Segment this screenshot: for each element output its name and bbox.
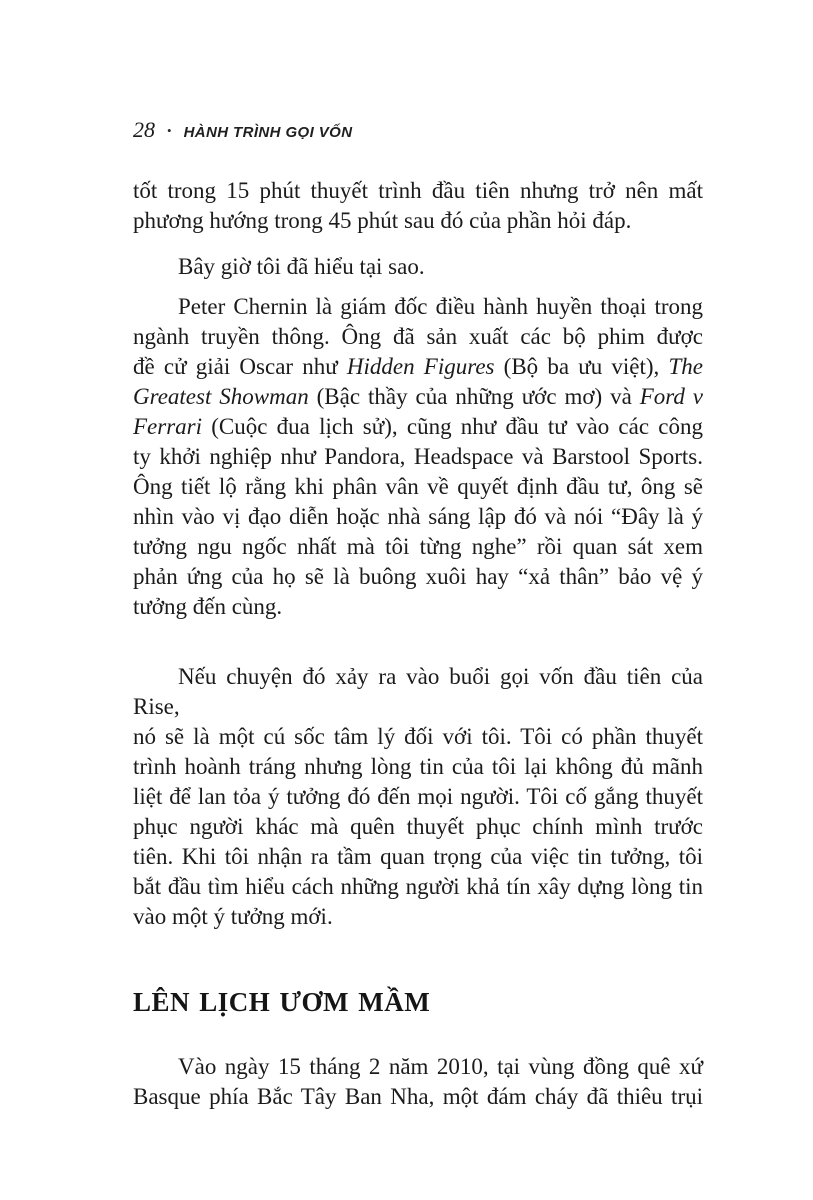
section-heading: LÊN LỊCH ƯƠM MẦM	[133, 987, 431, 1017]
text-line	[133, 872, 703, 902]
body-text: Basque phía Bắc Tây Ban Nha, một đám cháy đã thiêu trụi	[133, 1084, 703, 1109]
text-line	[133, 752, 703, 782]
text-line	[133, 532, 703, 562]
body-text: Ông tiết lộ rằng khi phân vân về quyết định đầu tư, ông sẽ	[133, 474, 703, 499]
italic-text: Ford v	[639, 384, 704, 409]
body-text: Nếu chuyện đó xảy ra vào buổi gọi vốn đầu tiên của Rise,	[133, 664, 703, 719]
body-text: phản ứng của họ sẽ là buông xuôi hay “xả thân” bảo vệ ý	[133, 564, 703, 589]
text-line	[133, 1052, 703, 1082]
body-text: trình hoành tráng nhưng lòng tin của tôi lại không đủ mãnh	[133, 754, 703, 779]
body-text: liệt để lan tỏa ý tưởng đó đến mọi người. Tôi cố gắng thuyết	[133, 784, 703, 809]
body-text: phương hướng trong 45 phút sau đó của phần hỏi đáp.	[133, 208, 632, 233]
text-line	[133, 252, 703, 282]
paragraph	[133, 292, 703, 622]
body-text: nhìn vào vị đạo diễn hoặc nhà sáng lập đó và nói “Đây là ý	[133, 504, 703, 529]
body-text: (Cuộc đua lịch sử), cũng như đầu tư vào các công	[202, 414, 703, 439]
body-text: tưởng ngu ngốc nhất mà tôi từng nghe” rồi quan sát xem	[133, 534, 703, 559]
text-line	[133, 442, 703, 472]
body-text: Vào ngày 15 tháng 2 năm 2010, tại vùng đồng quê xứ	[178, 1054, 703, 1079]
text-line	[133, 352, 703, 382]
paragraph	[133, 662, 703, 932]
text-line	[133, 662, 703, 722]
text-line	[133, 382, 703, 412]
italic-text: Ferrari	[133, 414, 202, 439]
text-line	[133, 472, 703, 502]
text-line	[133, 322, 703, 352]
book-title: HÀNH TRÌNH GỌI VỐN	[183, 124, 353, 141]
text-line	[133, 842, 703, 872]
body-text: (Bộ ba ưu việt),	[494, 354, 669, 379]
body-text: phục người khác mà quên thuyết phục chính mình trước	[133, 814, 703, 839]
bullet-separator-icon: •	[167, 123, 172, 138]
text-line	[133, 412, 703, 442]
text-line	[133, 592, 703, 622]
text-line	[133, 812, 703, 842]
body-text: Bây giờ tôi đã hiểu tại sao.	[178, 254, 425, 279]
text-line	[133, 176, 703, 206]
body-text: bắt đầu tìm hiểu cách những người khả tín xây dựng lòng tin	[133, 874, 703, 899]
body-text: vào một ý tưởng mới.	[133, 904, 333, 929]
body-text: tiên. Khi tôi nhận ra tầm quan trọng của việc tin tưởng, tôi	[133, 844, 703, 869]
paragraph	[133, 1052, 703, 1112]
body-text: đề cử giải Oscar như	[133, 354, 347, 379]
italic-text: The	[668, 354, 703, 379]
text-line	[133, 1082, 703, 1112]
text-line	[133, 502, 703, 532]
body-text: ty khởi nghiệp như Pandora, Headspace và Barstool Sports.	[133, 444, 703, 469]
body-text: Peter Chernin là giám đốc điều hành huyền thoại trong	[178, 294, 703, 319]
body-text: tưởng đến cùng.	[133, 594, 283, 619]
text-line	[133, 206, 703, 236]
running-header	[133, 117, 703, 142]
text-line	[133, 562, 703, 592]
paragraph	[133, 252, 703, 282]
italic-text: Hidden Figures	[346, 354, 495, 379]
text-line	[133, 292, 703, 322]
body-text: nó sẽ là một cú sốc tâm lý đối với tôi. Tôi có phần thuyết	[133, 724, 703, 749]
body-text: ngành truyền thông. Ông đã sản xuất các bộ phim được	[133, 324, 703, 349]
text-line	[133, 782, 703, 812]
paragraph	[133, 176, 703, 236]
italic-text: Greatest Showman	[133, 384, 309, 409]
page-number: 28	[133, 117, 155, 142]
text-line	[133, 722, 703, 752]
page-body	[133, 176, 703, 1112]
body-text: tốt trong 15 phút thuyết trình đầu tiên nhưng trở nên mất	[133, 178, 703, 203]
text-line	[133, 902, 703, 932]
body-text: (Bậc thầy của những ước mơ) và	[308, 384, 640, 409]
